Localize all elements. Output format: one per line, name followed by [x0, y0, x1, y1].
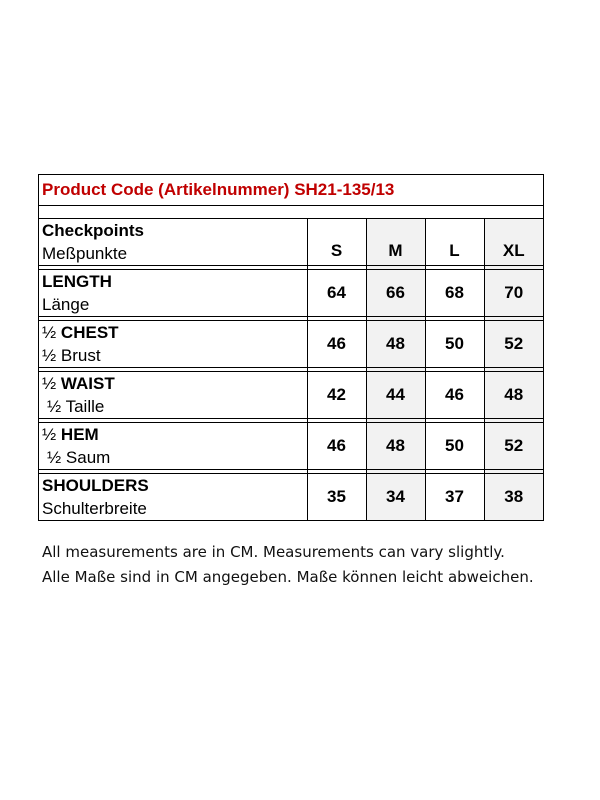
- fraction: ½: [42, 374, 57, 393]
- chest-m: 48: [366, 321, 425, 368]
- label-shoulders: [42, 474, 307, 497]
- fraction: ½: [42, 425, 57, 444]
- messpunkte-label: Meßpunkte: [42, 244, 128, 263]
- size-header-l: L: [425, 219, 484, 266]
- label-text: CHEST: [60, 323, 119, 342]
- hem-m: 48: [366, 423, 425, 470]
- label-text: WAIST: [60, 374, 115, 393]
- waist-m: 44: [366, 372, 425, 419]
- spacer-row: [39, 206, 543, 219]
- label-waist: [42, 372, 307, 395]
- chest-l: 50: [425, 321, 484, 368]
- size-table: [39, 219, 543, 520]
- label-taille: ½ Taille: [47, 397, 105, 416]
- label-schulterbreite: Schulterbreite: [42, 499, 147, 518]
- row-label: [39, 474, 307, 521]
- chest-xl: 52: [484, 321, 543, 368]
- table-row: [39, 372, 543, 419]
- row-label: [39, 270, 307, 317]
- length-m: 66: [366, 270, 425, 317]
- hem-s: 46: [307, 423, 366, 470]
- label-text: LENGTH: [42, 272, 112, 291]
- length-l: 68: [425, 270, 484, 317]
- length-xl: 70: [484, 270, 543, 317]
- waist-l: 46: [425, 372, 484, 419]
- table-row: [39, 474, 543, 521]
- label-length: [42, 270, 307, 293]
- fraction: ½: [42, 323, 57, 342]
- checkpoints-label: Checkpoints: [42, 221, 145, 240]
- label-text: HEM: [60, 425, 99, 444]
- size-chart: [38, 174, 544, 521]
- size-header-xl: XL: [484, 219, 543, 266]
- table-row: [39, 321, 543, 368]
- label-chest: [42, 321, 307, 344]
- size-header-s: S: [307, 219, 366, 266]
- row-label: [39, 321, 307, 368]
- shoulders-l: 37: [425, 474, 484, 521]
- checkpoints-header: [39, 219, 307, 266]
- note-german: Alle Maße sind in CM angegeben. Maße können leicht abweichen.: [42, 568, 534, 586]
- waist-xl: 48: [484, 372, 543, 419]
- shoulders-xl: 38: [484, 474, 543, 521]
- shoulders-s: 35: [307, 474, 366, 521]
- size-header-m: M: [366, 219, 425, 266]
- hem-xl: 52: [484, 423, 543, 470]
- row-label: [39, 423, 307, 470]
- measurement-notes: [42, 540, 534, 590]
- label-hem: [42, 423, 307, 446]
- table-row: [39, 423, 543, 470]
- note-english: All measurements are in CM. Measurements can vary slightly.: [42, 543, 505, 561]
- hem-l: 50: [425, 423, 484, 470]
- label-saum: ½ Saum: [47, 448, 111, 467]
- chest-s: 46: [307, 321, 366, 368]
- label-text: SHOULDERS: [42, 476, 149, 495]
- label-laenge: Länge: [42, 295, 90, 314]
- waist-s: 42: [307, 372, 366, 419]
- header-row: [39, 219, 543, 266]
- length-s: 64: [307, 270, 366, 317]
- table-row: [39, 270, 543, 317]
- row-label: [39, 372, 307, 419]
- shoulders-m: 34: [366, 474, 425, 521]
- label-brust: ½ Brust: [42, 346, 101, 365]
- product-code-title: Product Code (Artikelnummer) SH21-135/13: [39, 175, 543, 206]
